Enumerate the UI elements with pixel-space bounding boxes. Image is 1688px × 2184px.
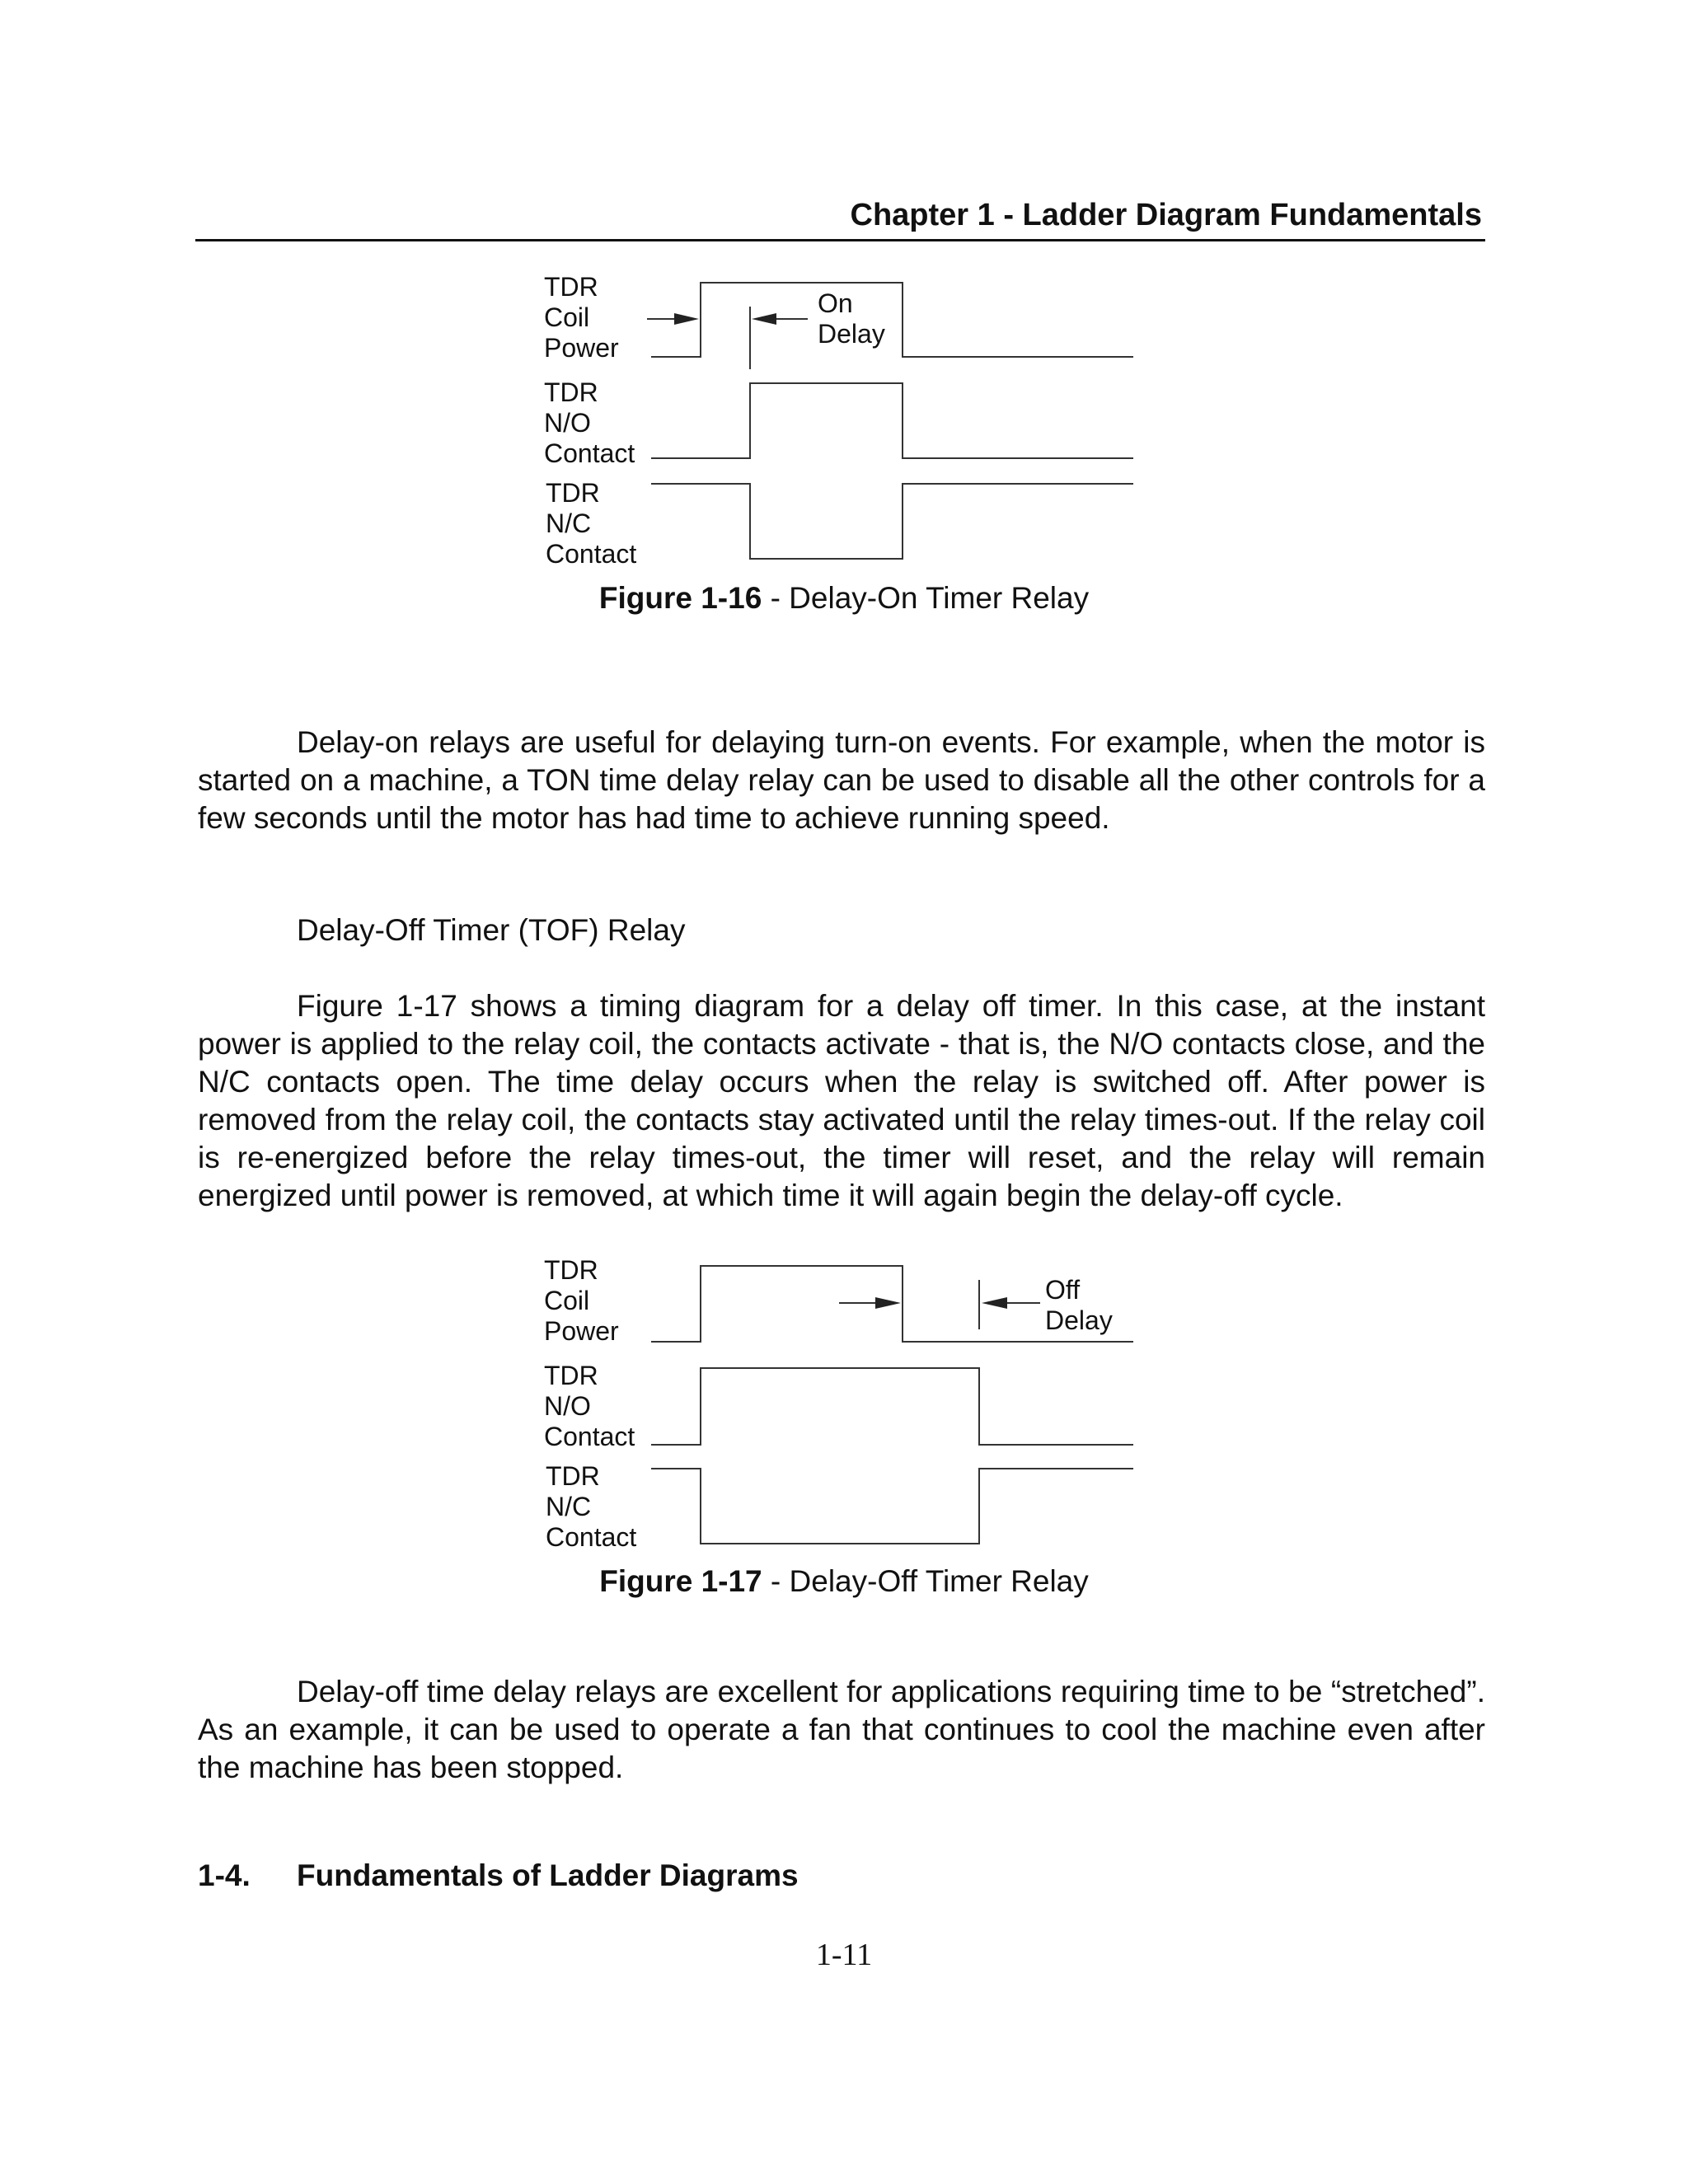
timing-diagram-1-17 — [536, 1255, 1146, 1560]
nc-contact-waveform — [651, 1469, 1133, 1544]
paragraph-delay-on: Delay-on relays are useful for delaying turn-on events. For example, when the motor is started on a machine, a TON time delay relay can be used to disable all the other controls for a few seconds until the motor has had time to achieve running speed. — [198, 725, 1485, 835]
nc-contact-waveform — [651, 484, 1133, 559]
no-contact-waveform — [651, 383, 1133, 458]
timing-diagram-1-16 — [536, 272, 1146, 577]
on-delay-label: On Delay — [818, 288, 885, 349]
coil-power-label: TDR Coil Power — [544, 272, 619, 363]
arrow-right-icon — [875, 1297, 901, 1309]
arrow-left-icon — [982, 1297, 1007, 1309]
arrow-left-icon — [752, 313, 776, 325]
figure-1-17-caption: Figure 1-17 - Delay-Off Timer Relay — [599, 1564, 1089, 1598]
figure-1-16-caption: Figure 1-16 - Delay-On Timer Relay — [598, 581, 1090, 615]
nc-contact-label: TDR N/C Contact — [546, 478, 637, 569]
section-heading: 1-4. Fundamentals of Ladder Diagrams — [198, 1858, 799, 1892]
nc-contact-label: TDR N/C Contact — [546, 1461, 637, 1552]
chapter-title: Chapter 1 - Ladder Diagram Fundamentals — [850, 198, 1482, 232]
figure-1-16 — [536, 272, 1146, 577]
header-rule — [195, 239, 1485, 241]
off-delay-label: Off Delay — [1045, 1275, 1113, 1335]
paragraph-delay-off: Delay-off time delay relays are excellent for applications requiring time to be “stretched”. As an example, it can be used to operate a fan that continues to cool the machine even after the machine has been stopped. — [198, 1675, 1485, 1784]
paragraph-figure-1-17: Figure 1-17 shows a timing diagram for a delay off timer. In this case, at the instant power is applied to the relay coil, the contacts activate - that is, the N/O contacts close, and the N/C contacts open. The time delay occurs when the relay is switched off. After power is removed from the relay coil, the contacts stay activated until the relay times-out. If the relay coil is re-energized before the relay times-out, the timer will reset, and the relay will remain energized until power is removed, at which time it will again begin the delay-off cycle. — [198, 989, 1485, 1212]
arrow-right-icon — [674, 313, 699, 325]
subheading-delay-off: Delay-Off Timer (TOF) Relay — [297, 913, 686, 947]
no-contact-label: TDR N/O Contact — [544, 377, 635, 468]
page-number: 1-11 — [815, 1938, 873, 1972]
coil-power-label: TDR Coil Power — [544, 1255, 619, 1346]
figure-1-17 — [536, 1255, 1146, 1560]
no-contact-label: TDR N/O Contact — [544, 1361, 635, 1451]
no-contact-waveform — [651, 1368, 1133, 1445]
coil-power-waveform — [651, 283, 1133, 357]
